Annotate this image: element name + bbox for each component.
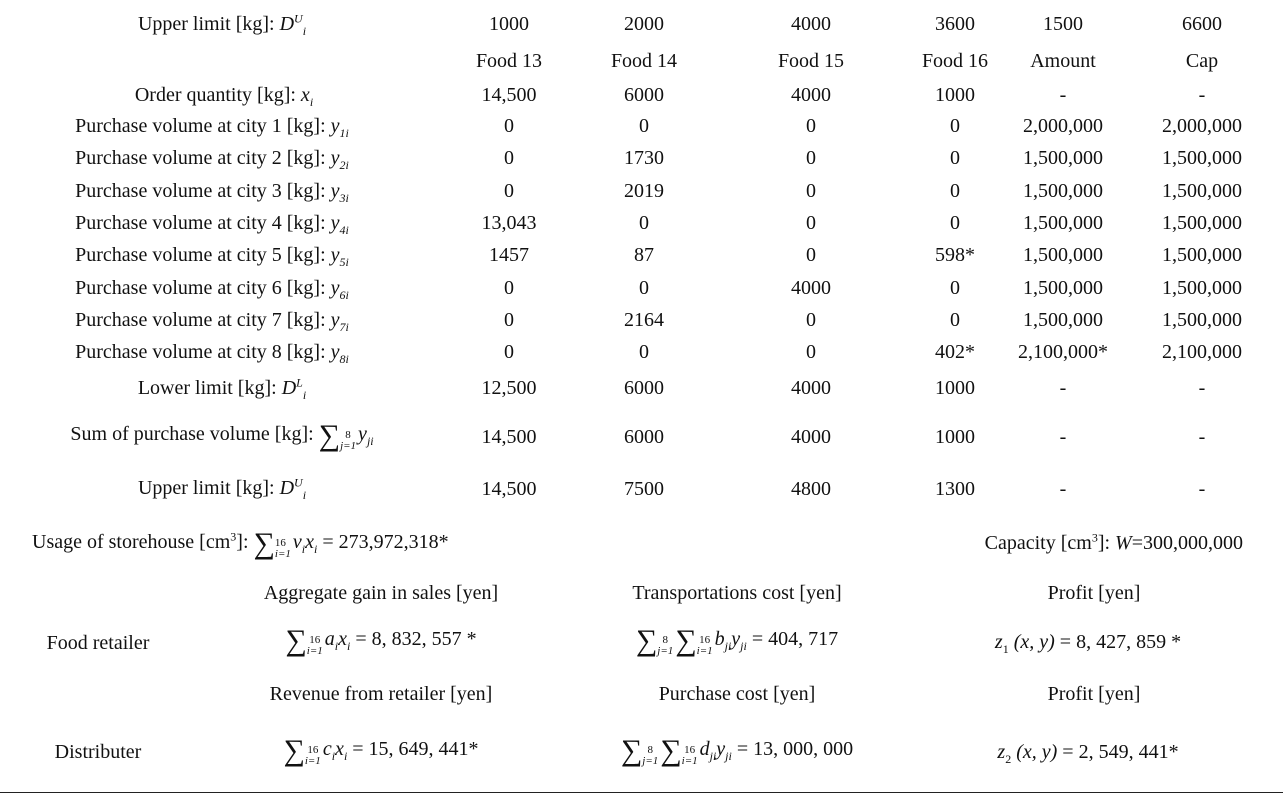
purchase-volume-city-3-value-4: 0 bbox=[950, 179, 960, 202]
sum-term: y bbox=[358, 423, 367, 445]
retailer-header-2: Transportations cost [yen] bbox=[632, 582, 842, 604]
sum-lower: i=1 bbox=[306, 645, 323, 657]
term: c bbox=[322, 738, 332, 760]
sum-lower: j=1 bbox=[642, 755, 659, 767]
lower-limit-value-2: 6000 bbox=[624, 377, 664, 399]
symbol-subscript: 5i bbox=[339, 255, 349, 270]
purchase-volume-city-2-label bbox=[75, 146, 349, 173]
row-label-text: Purchase volume at city 6 [kg]: bbox=[75, 276, 326, 299]
symbol-subscript: i bbox=[302, 488, 307, 502]
column-header-1: Food 13 bbox=[475, 50, 543, 72]
symbol-superscript: U bbox=[294, 475, 303, 490]
top-upper-limit-value-5: 1500 bbox=[1043, 13, 1083, 35]
profit-value: = 2, 549, 441* bbox=[1062, 741, 1179, 763]
purchase-volume-city-2-value-3: 0 bbox=[806, 147, 816, 170]
purchase-volume-city-7-value-5: 1,500,000 bbox=[1023, 308, 1103, 331]
term-sub: i bbox=[331, 749, 336, 763]
order-quantity-value-6: - bbox=[1198, 84, 1206, 106]
sum-purchase-volume-value-4: 1000 bbox=[935, 426, 975, 448]
retailer-gain-formula bbox=[285, 624, 477, 657]
purchase-volume-city-3-value-1: 0 bbox=[504, 179, 514, 202]
row-label-text: Purchase volume at city 5 [kg]: bbox=[75, 244, 326, 267]
math-symbol: y bbox=[330, 115, 340, 137]
purchase-volume-city-2-value-2: 1730 bbox=[624, 147, 664, 170]
purchase-volume-city-7-value-3: 0 bbox=[806, 308, 816, 331]
profit-var-sub: 2 bbox=[1005, 752, 1012, 766]
upper-limit-value-4: 1300 bbox=[935, 478, 975, 500]
order-quantity-label bbox=[135, 83, 313, 107]
sum-limits bbox=[340, 430, 356, 452]
math-symbol: D bbox=[279, 13, 295, 35]
purchase-volume-city-1-label bbox=[75, 114, 349, 138]
purchase-volume-city-8-value-3: 0 bbox=[806, 341, 816, 364]
retailer-header-1: Aggregate gain in sales [yen] bbox=[263, 582, 499, 604]
sum-purchase-volume-value-6: - bbox=[1198, 426, 1206, 448]
term-sub: i bbox=[301, 542, 306, 556]
purchase-volume-city-4-value-1: 13,043 bbox=[481, 211, 537, 234]
purchase-volume-city-7-value-6: 1,500,000 bbox=[1162, 308, 1242, 331]
purchase-volume-city-7-value-1: 0 bbox=[504, 308, 514, 331]
term2: x bbox=[335, 738, 344, 760]
purchase-volume-city-1-value-4: 0 bbox=[950, 115, 960, 137]
sum-symbol: ∑ bbox=[675, 624, 697, 657]
term2-sub: i bbox=[314, 542, 318, 556]
purchase-volume-city-6-value-1: 0 bbox=[504, 276, 514, 299]
profit-var: z bbox=[994, 631, 1003, 653]
sum-symbol: ∑ bbox=[253, 527, 275, 560]
purchase-volume-city-2-value-4: 0 bbox=[950, 147, 960, 170]
purchase-volume-city-5-value-3: 0 bbox=[806, 244, 816, 267]
upper-limit-value-5: - bbox=[1059, 478, 1067, 500]
symbol-superscript: U bbox=[294, 11, 303, 26]
capacity-sup: 3 bbox=[1091, 530, 1098, 545]
column-header-5: Amount bbox=[1030, 50, 1096, 72]
math-symbol: y bbox=[330, 211, 340, 234]
term: d bbox=[699, 738, 710, 760]
symbol-subscript: 1i bbox=[339, 126, 349, 140]
purchase-volume-city-2-value-5: 1,500,000 bbox=[1023, 147, 1103, 170]
symbol-subscript: 3i bbox=[339, 190, 349, 205]
symbol-subscript: 6i bbox=[339, 287, 349, 302]
row-label-text: Upper limit [kg]: bbox=[137, 477, 275, 499]
capacity-value: =300,000,000 bbox=[1131, 532, 1243, 554]
storehouse-result: = 273,972,318* bbox=[322, 531, 449, 553]
top-upper-limit-value-1: 1000 bbox=[489, 13, 529, 35]
term: v bbox=[292, 531, 302, 553]
term2: x bbox=[305, 531, 314, 553]
purchase-volume-city-7-value-4: 0 bbox=[950, 308, 960, 331]
math-symbol: D bbox=[279, 477, 295, 499]
purchase-volume-city-7-label bbox=[75, 308, 349, 332]
purchase-volume-city-7-value-2: 2164 bbox=[624, 308, 664, 331]
math-symbol: y bbox=[330, 147, 340, 170]
lower-limit-value-1: 12,500 bbox=[481, 377, 537, 399]
symbol-superscript: L bbox=[296, 375, 303, 390]
row-label-text: Order quantity [kg]: bbox=[134, 84, 296, 106]
profit-var-sub: 1 bbox=[1002, 642, 1009, 656]
purchase-volume-city-4-value-5: 1,500,000 bbox=[1023, 211, 1103, 234]
formula-value: = 13, 000, 000 bbox=[736, 738, 854, 760]
term2-sub: i bbox=[343, 749, 348, 763]
purchase-volume-city-1-value-6: 2,000,000 bbox=[1162, 115, 1242, 137]
lower-limit-value-6: - bbox=[1198, 377, 1206, 399]
math-symbol: D bbox=[281, 377, 297, 399]
sum-purchase-volume-value-3: 4000 bbox=[791, 426, 831, 448]
purchase-volume-city-4-label bbox=[75, 211, 349, 235]
capacity-label-end: ]: bbox=[1097, 532, 1111, 554]
sum-limits-inner bbox=[682, 745, 698, 767]
sum-symbol: ∑ bbox=[660, 734, 682, 767]
term2: x bbox=[338, 628, 347, 650]
sum-lower: j=1 bbox=[340, 440, 357, 452]
sum-term-subscript: ji bbox=[366, 434, 374, 448]
purchase-volume-city-6-value-2: 0 bbox=[639, 276, 649, 299]
purchase-volume-city-1-value-2: 0 bbox=[639, 115, 649, 137]
sum-lower: i=1 bbox=[274, 548, 291, 560]
term-sub: ji bbox=[724, 639, 732, 653]
distributer-header-1: Revenue from retailer [yen] bbox=[269, 683, 493, 705]
order-quantity-value-5: - bbox=[1059, 84, 1067, 106]
formula-value: = 8, 832, 557 * bbox=[355, 628, 477, 650]
purchase-volume-city-8-value-1: 0 bbox=[504, 341, 514, 364]
sum-upper: 8 bbox=[345, 429, 351, 441]
top-upper-limit-value-2: 2000 bbox=[624, 13, 664, 35]
sum-limits bbox=[305, 745, 321, 767]
sum-upper: 8 bbox=[647, 744, 653, 756]
lower-limit-label bbox=[138, 376, 306, 400]
sum-lower: i=1 bbox=[304, 755, 321, 767]
row-label-text: Lower limit [kg]: bbox=[137, 377, 277, 399]
purchase-volume-city-3-value-2: 2019 bbox=[624, 179, 664, 202]
purchase-volume-city-5-value-2: 87 bbox=[634, 244, 654, 267]
order-quantity-value-3: 4000 bbox=[791, 84, 831, 106]
upper-limit-value-2: 7500 bbox=[624, 478, 664, 500]
term-sub: ji bbox=[709, 749, 717, 763]
top-upper-limit-value-4: 3600 bbox=[935, 13, 975, 35]
term2-sub: i bbox=[346, 639, 351, 653]
row-label-text: Purchase volume at city 2 [kg]: bbox=[75, 147, 326, 170]
sum-purchase-volume-label bbox=[70, 419, 374, 452]
upper-limit-value-3: 4800 bbox=[791, 478, 831, 500]
sum-symbol: ∑ bbox=[635, 624, 658, 657]
sum-upper: 16 bbox=[699, 634, 711, 646]
row-label-text: Purchase volume at city 4 [kg]: bbox=[75, 211, 326, 234]
distributer-revenue-formula bbox=[283, 734, 479, 767]
purchase-volume-city-4-value-4: 0 bbox=[950, 211, 960, 234]
profit-args: (x, y) bbox=[1013, 631, 1055, 653]
sum-symbol: ∑ bbox=[283, 734, 305, 767]
capacity-label: Capacity [cm bbox=[984, 532, 1092, 554]
purchase-volume-city-2-value-1: 0 bbox=[504, 147, 514, 170]
purchase-volume-city-8-value-6: 2,100,000 bbox=[1162, 341, 1242, 364]
row-label-text: Purchase volume at city 1 [kg]: bbox=[75, 115, 326, 137]
purchase-volume-city-5-label bbox=[75, 243, 349, 270]
purchase-volume-city-6-value-3: 4000 bbox=[791, 276, 831, 299]
storehouse-capacity bbox=[985, 531, 1243, 555]
sum-limits-outer bbox=[642, 745, 658, 767]
purchase-volume-city-4-value-3: 0 bbox=[806, 211, 816, 234]
sum-upper: 16 bbox=[309, 634, 321, 646]
purchase-volume-city-8-label bbox=[75, 340, 349, 367]
distributer-profit-formula bbox=[997, 740, 1178, 764]
sum-limits-outer bbox=[657, 635, 673, 657]
sum-limits bbox=[307, 635, 323, 657]
top-upper-limit-value-6: 6600 bbox=[1182, 13, 1222, 35]
purchase-volume-city-6-value-4: 0 bbox=[950, 276, 960, 299]
term2-sub: ji bbox=[725, 749, 732, 763]
order-quantity-value-4: 1000 bbox=[935, 84, 975, 106]
symbol-subscript: 8i bbox=[339, 352, 349, 367]
symbol-subscript: 2i bbox=[339, 158, 349, 173]
sum-upper: 16 bbox=[307, 744, 319, 756]
retailer-header-3: Profit [yen] bbox=[1047, 582, 1141, 604]
lower-limit-value-4: 1000 bbox=[935, 377, 975, 399]
math-symbol: y bbox=[330, 179, 340, 202]
upper-limit-value-6: - bbox=[1198, 478, 1206, 500]
sum-upper: 16 bbox=[684, 744, 696, 756]
purchase-volume-city-1-value-1: 0 bbox=[504, 115, 514, 137]
sum-symbol: ∑ bbox=[318, 419, 341, 452]
lower-limit-value-5: - bbox=[1059, 377, 1067, 399]
symbol-subscript: 4i bbox=[339, 222, 349, 237]
purchase-volume-city-8-value-5: 2,100,000* bbox=[1018, 341, 1108, 364]
sum-symbol: ∑ bbox=[620, 734, 643, 767]
purchase-volume-city-6-value-6: 1,500,000 bbox=[1162, 276, 1242, 299]
math-symbol: y bbox=[330, 276, 340, 299]
term-sub: i bbox=[334, 639, 339, 653]
retailer-profit-formula bbox=[995, 630, 1181, 654]
purchase-volume-city-4-value-2: 0 bbox=[639, 211, 649, 234]
sum-symbol: ∑ bbox=[285, 624, 307, 657]
purchase-volume-city-6-label bbox=[75, 276, 349, 300]
row-label-text: Purchase volume at city 3 [kg]: bbox=[75, 179, 326, 202]
row-label-text: Upper limit [kg]: bbox=[137, 13, 275, 35]
sum-lower: i=1 bbox=[696, 645, 713, 657]
purchase-volume-city-1-value-3: 0 bbox=[806, 115, 816, 137]
profit-var: z bbox=[997, 741, 1006, 763]
row-label-text: Purchase volume at city 7 [kg]: bbox=[75, 308, 326, 331]
top-upper-limit-value-3: 4000 bbox=[791, 13, 831, 35]
order-quantity-value-1: 14,500 bbox=[481, 84, 537, 106]
column-header-6: Cap bbox=[1185, 50, 1219, 72]
purchase-volume-city-6-value-5: 1,500,000 bbox=[1023, 276, 1103, 299]
sum-purchase-volume-value-1: 14,500 bbox=[481, 426, 537, 448]
term2: y bbox=[731, 628, 741, 650]
math-symbol: y bbox=[330, 244, 340, 267]
table-bottom-rule bbox=[0, 792, 1283, 793]
profit-args: (x, y) bbox=[1016, 741, 1058, 763]
upper-limit-value-1: 14,500 bbox=[481, 478, 537, 500]
symbol-subscript: i bbox=[302, 24, 307, 38]
row-label-text: Sum of purchase volume [kg]: bbox=[70, 423, 314, 445]
purchase-volume-city-2-value-6: 1,500,000 bbox=[1162, 147, 1242, 170]
purchase-volume-city-3-value-5: 1,500,000 bbox=[1023, 179, 1103, 202]
purchase-volume-city-8-value-2: 0 bbox=[639, 341, 649, 364]
row-label-text: Purchase volume at city 8 [kg]: bbox=[75, 341, 326, 364]
storehouse-label-end: ]: bbox=[236, 531, 249, 553]
purchase-volume-city-8-value-4: 402* bbox=[935, 341, 975, 364]
term: a bbox=[324, 628, 335, 650]
sum-purchase-volume-value-2: 6000 bbox=[624, 426, 664, 448]
profit-value: = 8, 427, 859 * bbox=[1059, 631, 1182, 653]
term: b bbox=[714, 628, 725, 650]
top-upper-limit-label bbox=[138, 12, 306, 36]
term2: y bbox=[716, 738, 726, 760]
formula-value: = 404, 717 bbox=[751, 628, 839, 650]
storehouse-label-sup: 3 bbox=[230, 529, 237, 544]
distributer-purchase-formula bbox=[620, 734, 854, 767]
capacity-var: W bbox=[1115, 532, 1132, 554]
order-quantity-value-2: 6000 bbox=[624, 84, 664, 106]
food-retailer-label: Food retailer bbox=[46, 632, 150, 654]
math-symbol: x bbox=[300, 84, 310, 106]
purchase-volume-city-1-value-5: 2,000,000 bbox=[1023, 115, 1103, 137]
symbol-subscript: i bbox=[309, 95, 314, 109]
storehouse-usage bbox=[32, 527, 449, 560]
column-header-2: Food 14 bbox=[610, 50, 678, 72]
upper-limit-label bbox=[138, 476, 306, 500]
term2-sub: ji bbox=[740, 639, 747, 653]
sum-lower: j=1 bbox=[657, 645, 674, 657]
purchase-volume-city-3-value-6: 1,500,000 bbox=[1162, 179, 1242, 202]
purchase-volume-city-3-value-3: 0 bbox=[806, 179, 816, 202]
purchase-volume-city-5-value-5: 1,500,000 bbox=[1023, 244, 1103, 267]
distributer-header-2: Purchase cost [yen] bbox=[658, 683, 816, 705]
lower-limit-value-3: 4000 bbox=[791, 377, 831, 399]
purchase-volume-city-5-value-6: 1,500,000 bbox=[1162, 244, 1242, 267]
column-header-4: Food 16 bbox=[921, 50, 989, 72]
purchase-volume-city-3-label bbox=[75, 179, 349, 203]
sum-upper: 8 bbox=[662, 634, 668, 646]
storehouse-label: Usage of storehouse [cm bbox=[32, 531, 231, 553]
symbol-subscript: 7i bbox=[339, 319, 349, 334]
sum-limits bbox=[275, 538, 291, 560]
purchase-volume-city-5-value-1: 1457 bbox=[489, 244, 529, 267]
sum-limits-inner bbox=[697, 635, 713, 657]
retailer-transport-formula bbox=[635, 624, 839, 657]
distributer-label: Distributer bbox=[54, 741, 142, 763]
symbol-subscript: i bbox=[302, 388, 307, 402]
sum-lower: i=1 bbox=[681, 755, 698, 767]
purchase-volume-city-5-value-4: 598* bbox=[935, 244, 975, 267]
sum-upper: 16 bbox=[274, 537, 286, 549]
column-header-3: Food 15 bbox=[777, 50, 845, 72]
math-symbol: y bbox=[330, 308, 340, 331]
purchase-volume-city-4-value-6: 1,500,000 bbox=[1162, 211, 1242, 234]
sum-purchase-volume-value-5: - bbox=[1059, 426, 1067, 448]
distributer-header-3: Profit [yen] bbox=[1047, 683, 1141, 705]
math-symbol: y bbox=[330, 341, 340, 364]
formula-value: = 15, 649, 441* bbox=[352, 738, 479, 760]
